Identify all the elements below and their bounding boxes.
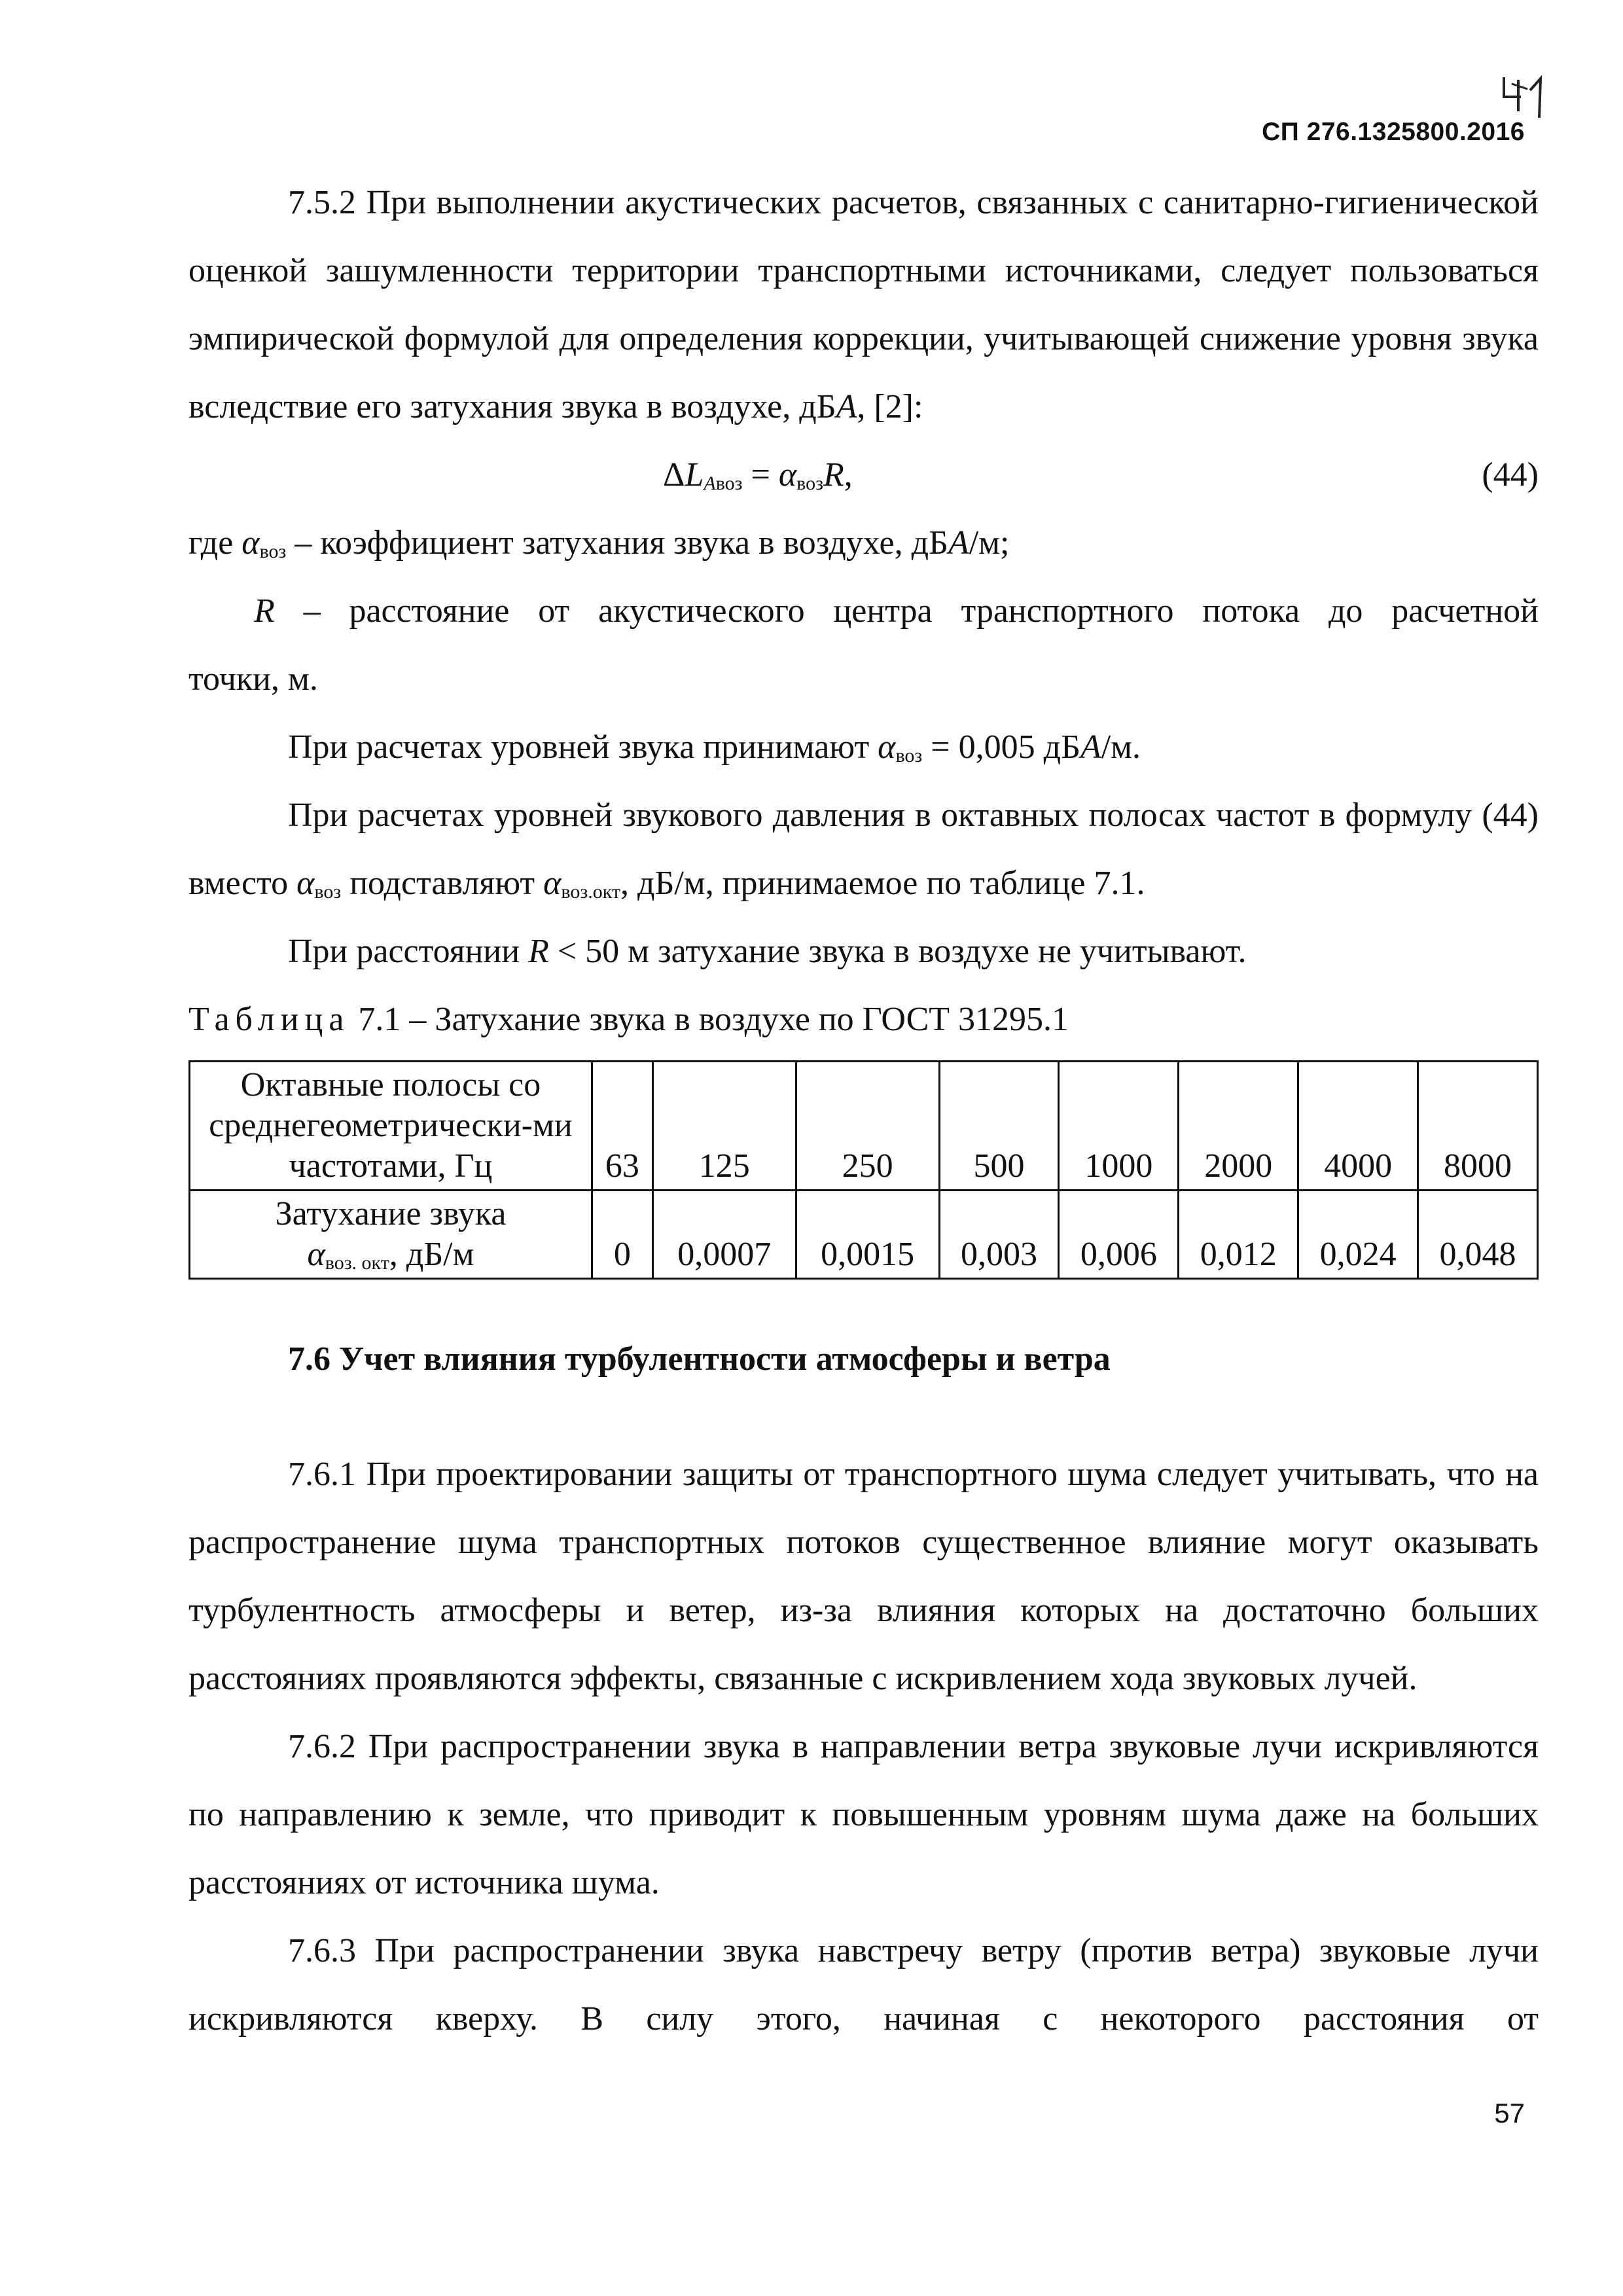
table-cell: 0,0015 (796, 1191, 939, 1279)
table-cell: 0,003 (939, 1191, 1059, 1279)
section-heading-7-6: 7.6 Учет влияния турбулентности атмосферы и ветра (288, 1340, 1111, 1378)
table-cell: 0,006 (1059, 1191, 1179, 1279)
paragraph-7-6-3: 7.6.3 При распространении звука навстречу ветру (против ветра) звуковые лучи искривляются кверху. В силу этого, начиная с некоторого расстояния от (188, 1932, 1539, 2037)
table-cell: 500 (939, 1062, 1059, 1191)
paragraph-octave: При расчетах уровней звукового давления в октавных полосах частот в формулу (44) вместо $\alpha_{воз}$ подставляют $\alpha_{воз.окт}$, дБ/м, принимаемое по таблице 7.1. (188, 797, 1539, 903)
table-cell: 0,048 (1418, 1191, 1538, 1279)
table-header-frequencies: Октавные полосы со среднегеометрически-ми частотами, Гц (190, 1062, 592, 1191)
table-cell: 63 (592, 1062, 653, 1191)
table-header-attenuation: Затухание звука $\alpha_{воз. окт}$, дБ/м (190, 1191, 592, 1279)
table-cell: 0,0007 (652, 1191, 796, 1279)
formula-44 (188, 441, 1539, 509)
table-caption: Таблица 7.1 – Затухание звука в воздухе по ГОСТ 31295.1 (188, 1001, 1069, 1038)
table-cell: 8000 (1418, 1062, 1538, 1191)
formula-expression: $\Delta L_{Авоз} = \alpha_{воз}R$, (663, 456, 853, 494)
table-cell: 4000 (1298, 1062, 1418, 1191)
table-row-attenuation (190, 1191, 1538, 1279)
attenuation-table (188, 1060, 1539, 1280)
table-cell: 1000 (1059, 1062, 1179, 1191)
page-number: 57 (1494, 2098, 1525, 2128)
paragraph-distance: При расстоянии R < 50 м затухание звука в воздухе не учитывают. (288, 933, 1247, 970)
paragraph-7-5-2: 7.5.2 При выполнении акустических расчетов, связанных с санитарно-гигиенической оценкой зашумленности территории транспортными источниками, следует пользоваться эмпирической формулой для определения коррекции, учитывающей снижение уровня звука вследствие его затухания звука в воздухе, дБА, [2]: (188, 184, 1539, 425)
definition-r-continuation: точки, м. (188, 660, 318, 698)
paragraph-alpha-value: При расчетах уровней звука принимают $\alpha_{воз} = 0,005$ дБА/м. (288, 728, 1141, 766)
table-cell: 250 (796, 1062, 939, 1191)
table-cell: 0,024 (1298, 1191, 1418, 1279)
definition-alpha: где $\alpha_{воз}$ – коэффициент затухания звука в воздухе, дБА/м; (188, 524, 1010, 562)
body-text (188, 169, 1539, 2053)
paragraph-7-6-2: 7.6.2 При распространении звука в направлении ветра звуковые лучи искривляются по направлению к земле, что приводит к повышенным уровням шума даже на больших расстояниях от источника шума. (188, 1728, 1539, 1901)
handwritten-page-mark (1499, 71, 1551, 123)
table-cell: 2000 (1179, 1062, 1298, 1191)
table-row-frequencies (190, 1062, 1538, 1191)
document-code: СП 276.1325800.2016 (1262, 118, 1525, 146)
table-cell: 0 (592, 1191, 653, 1279)
definition-r: R – расстояние от акустического центра транспортного потока до расчетной (254, 592, 1539, 630)
table-cell: 0,012 (1179, 1191, 1298, 1279)
table-cell: 125 (652, 1062, 796, 1191)
formula-number: (44) (1482, 456, 1539, 493)
paragraph-7-6-1: 7.6.1 При проектировании защиты от транспортного шума следует учитывать, что на распространение шума транспортных потоков существенное влияние могут оказывать турбулентность атмосферы и ветер, из-за влияния которых на достаточно больших расстояниях проявляются эффекты, связанные с искривлением хода звуковых лучей. (188, 1456, 1539, 1697)
